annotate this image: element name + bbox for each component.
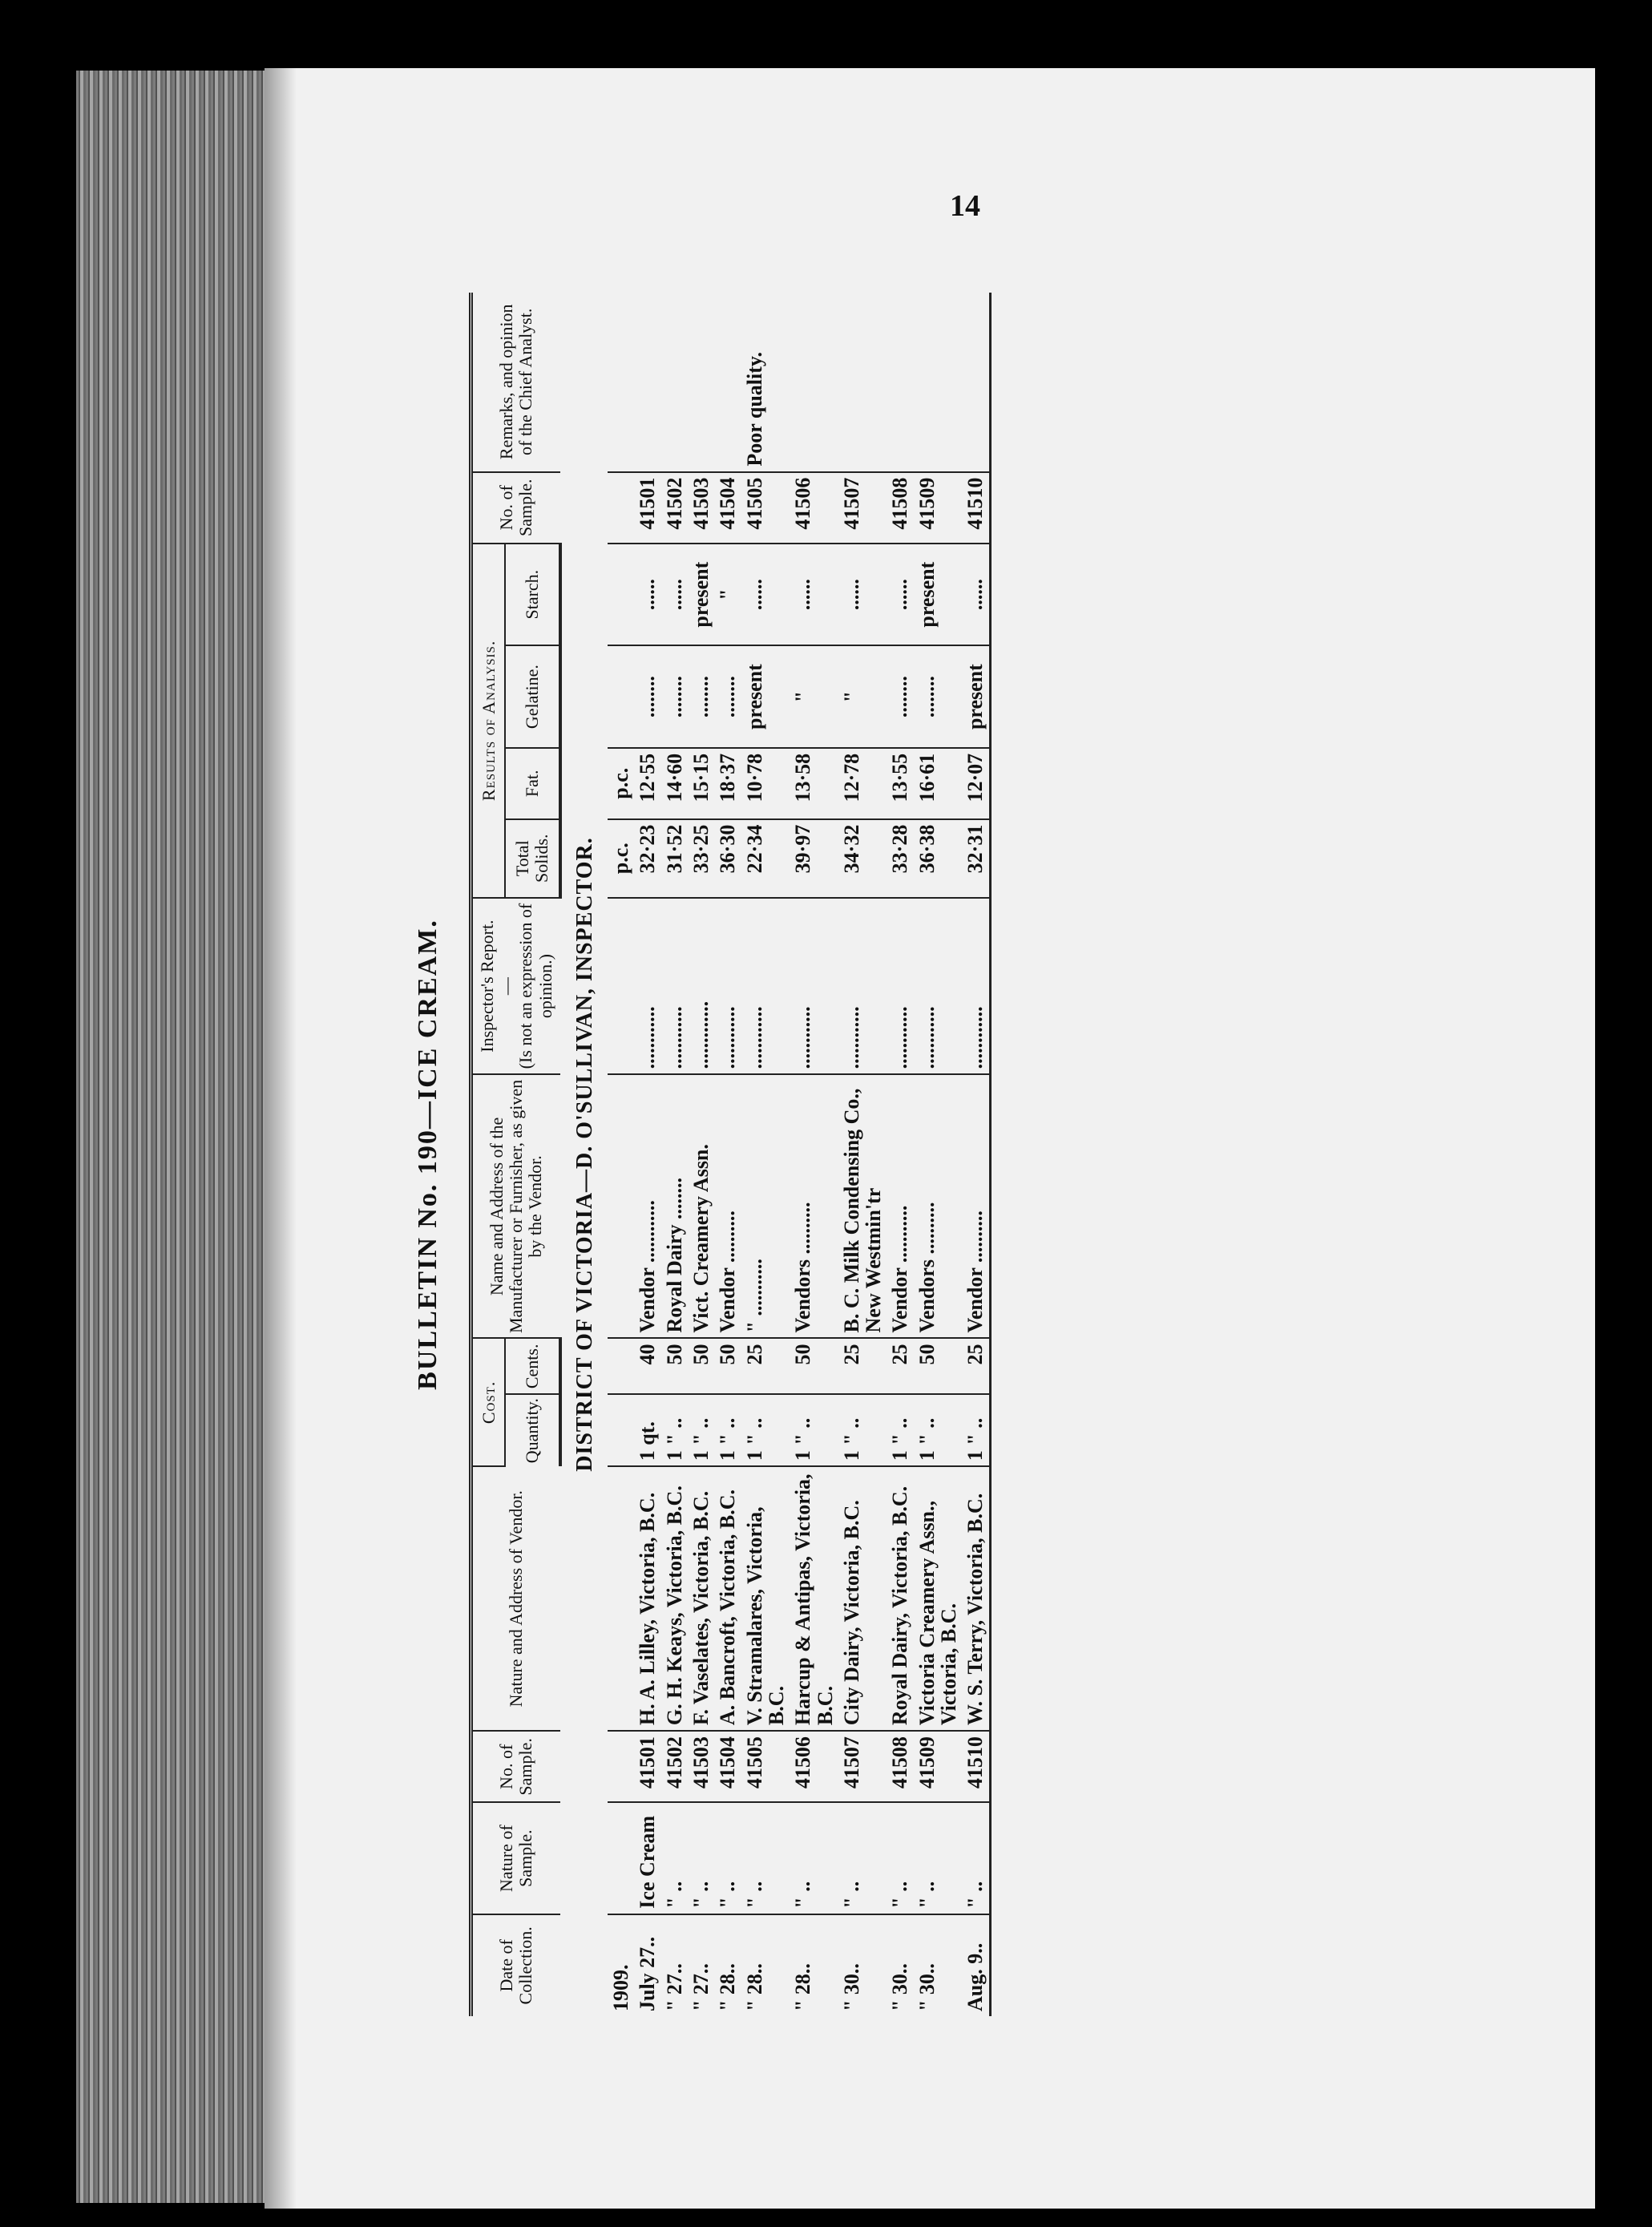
- row-nature: " ..: [790, 1803, 838, 1914]
- row-sample-no-2: 41504: [714, 472, 741, 544]
- year-row: [608, 293, 634, 2016]
- row-manufacturer: " ...........: [741, 1074, 790, 1338]
- row-date: Aug. 9..: [962, 1914, 990, 2016]
- row-sample-no: 41509: [914, 1731, 963, 1802]
- row-gelatine: ........: [634, 645, 660, 747]
- row-sample-no-2: 41501: [634, 472, 660, 544]
- row-vendor: Royal Dairy, Victoria, B.C.: [887, 1466, 913, 1731]
- row-remarks: [962, 293, 990, 472]
- row-sample-no: 41501: [634, 1731, 660, 1802]
- row-cents: 50: [688, 1339, 714, 1395]
- row-manufacturer: Vendor ...........: [887, 1074, 913, 1338]
- header-no-of-sample: No. of Sample.: [471, 1731, 560, 1802]
- row-vendor: Victoria Creamery Assn., Victoria, B.C.: [914, 1466, 963, 1731]
- header-manufacturer-text: Name and Address of the Manufacturer or Furnisher, as given by the Vendor.: [487, 1079, 546, 1334]
- row-sample-no: 41507: [838, 1731, 887, 1802]
- row-date: " 30..: [839, 1963, 863, 2011]
- row-cents: 25: [741, 1339, 790, 1395]
- row-fat: 10·78: [741, 748, 790, 819]
- row-quantity: 1 " ..: [688, 1394, 714, 1466]
- row-sample-no: 41510: [962, 1731, 990, 1802]
- table-row: [962, 293, 990, 2016]
- header-manufacturer: [471, 1074, 560, 1338]
- row-vendor: V. Stramalares, Victoria, B.C.: [741, 1466, 790, 1731]
- row-inspector-report: ............: [962, 898, 990, 1075]
- row-date: " 27..: [662, 1963, 686, 2011]
- row-remarks: [634, 293, 660, 472]
- row-fat: 12·78: [838, 748, 887, 819]
- row-cents: 25: [887, 1339, 913, 1395]
- row-sample-no-2: 41507: [838, 472, 887, 544]
- header-starch: Starch.: [505, 544, 559, 645]
- table-row: [838, 293, 887, 2016]
- ice-cream-analysis-table: [469, 293, 992, 2016]
- district-heading: DISTRICT OF VICTORIA—D. O'SULLIVAN, INSPECTOR.: [572, 837, 597, 1472]
- row-quantity: 1 " ..: [838, 1394, 887, 1466]
- header-results-of-analysis: Results of Analysis.: [471, 544, 506, 898]
- row-remarks: [838, 293, 887, 472]
- row-nature: " ..: [688, 1803, 714, 1914]
- row-total-solids: 33·25: [688, 819, 714, 898]
- header-inspector-report: [471, 898, 560, 1075]
- row-vendor: Harcup & Antipas, Victoria, B.C.: [790, 1466, 838, 1731]
- row-nature: " ..: [661, 1803, 688, 1914]
- row-fat: 14·60: [661, 748, 688, 819]
- row-sample-no: 41503: [688, 1731, 714, 1802]
- row-manufacturer: Vendor ..........: [714, 1074, 741, 1338]
- row-remarks: [790, 293, 838, 472]
- row-cents: 25: [838, 1339, 887, 1395]
- row-nature: " ..: [914, 1803, 963, 1914]
- row-sample-no: 41505: [741, 1731, 790, 1802]
- row-sample-no-2: 41505: [741, 472, 790, 544]
- table-row: [790, 293, 838, 2016]
- row-quantity: 1 " ..: [741, 1394, 790, 1466]
- table-row: [688, 293, 714, 2016]
- row-vendor: A. Bancroft, Victoria, B.C.: [714, 1466, 741, 1731]
- table-row: [661, 293, 688, 2016]
- row-sample-no-2: 41508: [887, 472, 913, 544]
- row-quantity: 1 " ..: [887, 1394, 913, 1466]
- row-manufacturer: Vict. Creamery Assn.: [688, 1074, 714, 1338]
- row-nature: " ..: [741, 1803, 790, 1914]
- header-no-of-sample-2: No. of Sample.: [471, 472, 560, 544]
- row-vendor: F. Vaselates, Victoria, B.C.: [688, 1466, 714, 1731]
- row-gelatine: ........: [887, 645, 913, 747]
- row-inspector-report: ............: [838, 898, 887, 1075]
- header-vendor: Nature and Address of Vendor.: [471, 1466, 560, 1731]
- row-quantity: 1 " ..: [962, 1394, 990, 1466]
- row-date: " 30..: [888, 1963, 912, 2011]
- row-quantity: 1 qt.: [634, 1394, 660, 1466]
- row-date: " 28..: [742, 1963, 766, 2011]
- row-inspector-report: ............: [887, 898, 913, 1075]
- row-quantity: 1 " ..: [661, 1394, 688, 1466]
- row-remarks: [661, 293, 688, 472]
- row-gelatine: present: [741, 645, 790, 747]
- row-inspector-report: ............: [914, 898, 963, 1075]
- row-sample-no: 41504: [714, 1731, 741, 1802]
- row-starch: ......: [887, 544, 913, 645]
- row-nature: Ice Cream: [634, 1803, 660, 1914]
- row-starch: ": [714, 544, 741, 645]
- table-row: [714, 293, 741, 2016]
- row-remarks: [887, 293, 913, 472]
- table-row: [634, 293, 660, 2016]
- header-remarks: Remarks, and opinion of the Chief Analyst.: [471, 293, 560, 472]
- row-nature: " ..: [887, 1803, 913, 1914]
- row-manufacturer: Vendor ............: [634, 1074, 660, 1338]
- row-nature: " ..: [838, 1803, 887, 1914]
- row-starch: present: [914, 544, 963, 645]
- row-gelatine: present: [962, 645, 990, 747]
- row-sample-no: 41506: [790, 1731, 838, 1802]
- row-starch: ......: [661, 544, 688, 645]
- row-date: " 30..: [915, 1963, 939, 2011]
- unit-total-solids: p.c.: [608, 819, 634, 898]
- row-manufacturer: B. C. Milk Condensing Co., New Westmin'tr: [838, 1074, 887, 1338]
- row-cents: 50: [914, 1339, 963, 1395]
- header-total-solids: Total Solids.: [505, 819, 559, 898]
- header-inspector-note: (Is not an expression of opinion.): [515, 903, 555, 1069]
- row-cents: 40: [634, 1339, 660, 1395]
- row-gelatine: ........: [714, 645, 741, 747]
- row-gelatine: ........: [688, 645, 714, 747]
- spine-shadow: [265, 68, 297, 2209]
- row-gelatine: ........: [914, 645, 963, 747]
- bulletin-title: BULLETIN No. 190—ICE CREAM.: [413, 919, 442, 1390]
- row-total-solids: 36·30: [714, 819, 741, 898]
- row-gelatine: ........: [661, 645, 688, 747]
- row-gelatine: ": [838, 645, 887, 747]
- row-nature: " ..: [962, 1803, 990, 1914]
- row-fat: 13·58: [790, 748, 838, 819]
- row-fat: 15·15: [688, 748, 714, 819]
- row-date: July 27..: [636, 1936, 660, 2011]
- header-quantity: Quantity.: [505, 1394, 559, 1466]
- table-row: [741, 293, 790, 2016]
- row-total-solids: 22·34: [741, 819, 790, 898]
- row-starch: ......: [962, 544, 990, 645]
- header-cost: Cost.: [471, 1339, 506, 1467]
- row-starch: ......: [741, 544, 790, 645]
- row-total-solids: 32·31: [962, 819, 990, 898]
- header-nature-of-sample: Nature of Sample.: [471, 1803, 560, 1914]
- row-vendor: H. A. Lilley, Victoria, B.C.: [634, 1466, 660, 1731]
- row-sample-no: 41508: [887, 1731, 913, 1802]
- row-remarks: [914, 293, 963, 472]
- row-total-solids: 34·32: [838, 819, 887, 898]
- row-gelatine: ": [790, 645, 838, 747]
- row-cents: 50: [714, 1339, 741, 1395]
- page-number: 14: [950, 189, 980, 223]
- row-manufacturer: Vendor ..........: [962, 1074, 990, 1338]
- row-starch: ......: [838, 544, 887, 645]
- header-fat: Fat.: [505, 748, 559, 819]
- rotated-table-region: [413, 261, 1319, 2048]
- row-sample-no-2: 41502: [661, 472, 688, 544]
- row-fat: 13·55: [887, 748, 913, 819]
- row-total-solids: 36·38: [914, 819, 963, 898]
- row-nature: " ..: [714, 1803, 741, 1914]
- row-quantity: 1 " ..: [714, 1394, 741, 1466]
- row-remarks: [714, 293, 741, 472]
- row-sample-no-2: 41506: [790, 472, 838, 544]
- row-total-solids: 32·23: [634, 819, 660, 898]
- header-inspector-title: Inspector's Report.: [477, 919, 497, 1053]
- row-sample-no-2: 41509: [914, 472, 963, 544]
- row-vendor: W. S. Terry, Victoria, B.C.: [962, 1466, 990, 1731]
- header-gelatine: Gelatine.: [505, 645, 559, 747]
- header-inspector-dash: —: [496, 977, 517, 996]
- district-row: [560, 293, 608, 2016]
- table-row: [914, 293, 963, 2016]
- book-page-edges: [76, 71, 285, 2203]
- row-cents: 50: [661, 1339, 688, 1395]
- row-starch: present: [688, 544, 714, 645]
- row-inspector-report: ............: [741, 898, 790, 1075]
- row-starch: ......: [634, 544, 660, 645]
- row-total-solids: 31·52: [661, 819, 688, 898]
- table-body: [560, 293, 990, 2016]
- row-manufacturer: Royal Dairy ........: [661, 1074, 688, 1338]
- row-quantity: 1 " ..: [790, 1394, 838, 1466]
- row-cents: 50: [790, 1339, 838, 1395]
- row-manufacturer: Vendors ..........: [914, 1074, 963, 1338]
- row-starch: ......: [790, 544, 838, 645]
- row-sample-no-2: 41503: [688, 472, 714, 544]
- row-fat: 16·61: [914, 748, 963, 819]
- row-fat: 12·55: [634, 748, 660, 819]
- unit-fat: p.c.: [608, 748, 634, 819]
- row-inspector-report: ............: [661, 898, 688, 1075]
- row-fat: 12·07: [962, 748, 990, 819]
- row-sample-no-2: 41510: [962, 472, 990, 544]
- row-vendor: City Dairy, Victoria, B.C.: [838, 1466, 887, 1731]
- row-date: " 28..: [716, 1963, 740, 2011]
- row-inspector-report: ............: [714, 898, 741, 1075]
- row-manufacturer: Vendors ..........: [790, 1074, 838, 1338]
- row-date: " 27..: [689, 1963, 713, 2011]
- row-fat: 18·37: [714, 748, 741, 819]
- row-inspector-report: ............: [634, 898, 660, 1075]
- row-total-solids: 39·97: [790, 819, 838, 898]
- row-cents: 25: [962, 1339, 990, 1395]
- row-total-solids: 33·28: [887, 819, 913, 898]
- header-cents: Cents.: [505, 1339, 559, 1395]
- year-label: 1909.: [609, 1964, 633, 2011]
- row-inspector-report: ............: [790, 898, 838, 1075]
- row-sample-no: 41502: [661, 1731, 688, 1802]
- row-remarks: Poor quality.: [741, 293, 790, 472]
- row-inspector-report: .............: [688, 898, 714, 1075]
- row-quantity: 1 " ..: [914, 1394, 963, 1466]
- header-date: Date of Collection.: [471, 1914, 560, 2016]
- row-remarks: [688, 293, 714, 472]
- row-vendor: G. H. Keays, Victoria, B.C.: [661, 1466, 688, 1731]
- table-row: [887, 293, 913, 2016]
- row-date: " 28..: [791, 1963, 815, 2011]
